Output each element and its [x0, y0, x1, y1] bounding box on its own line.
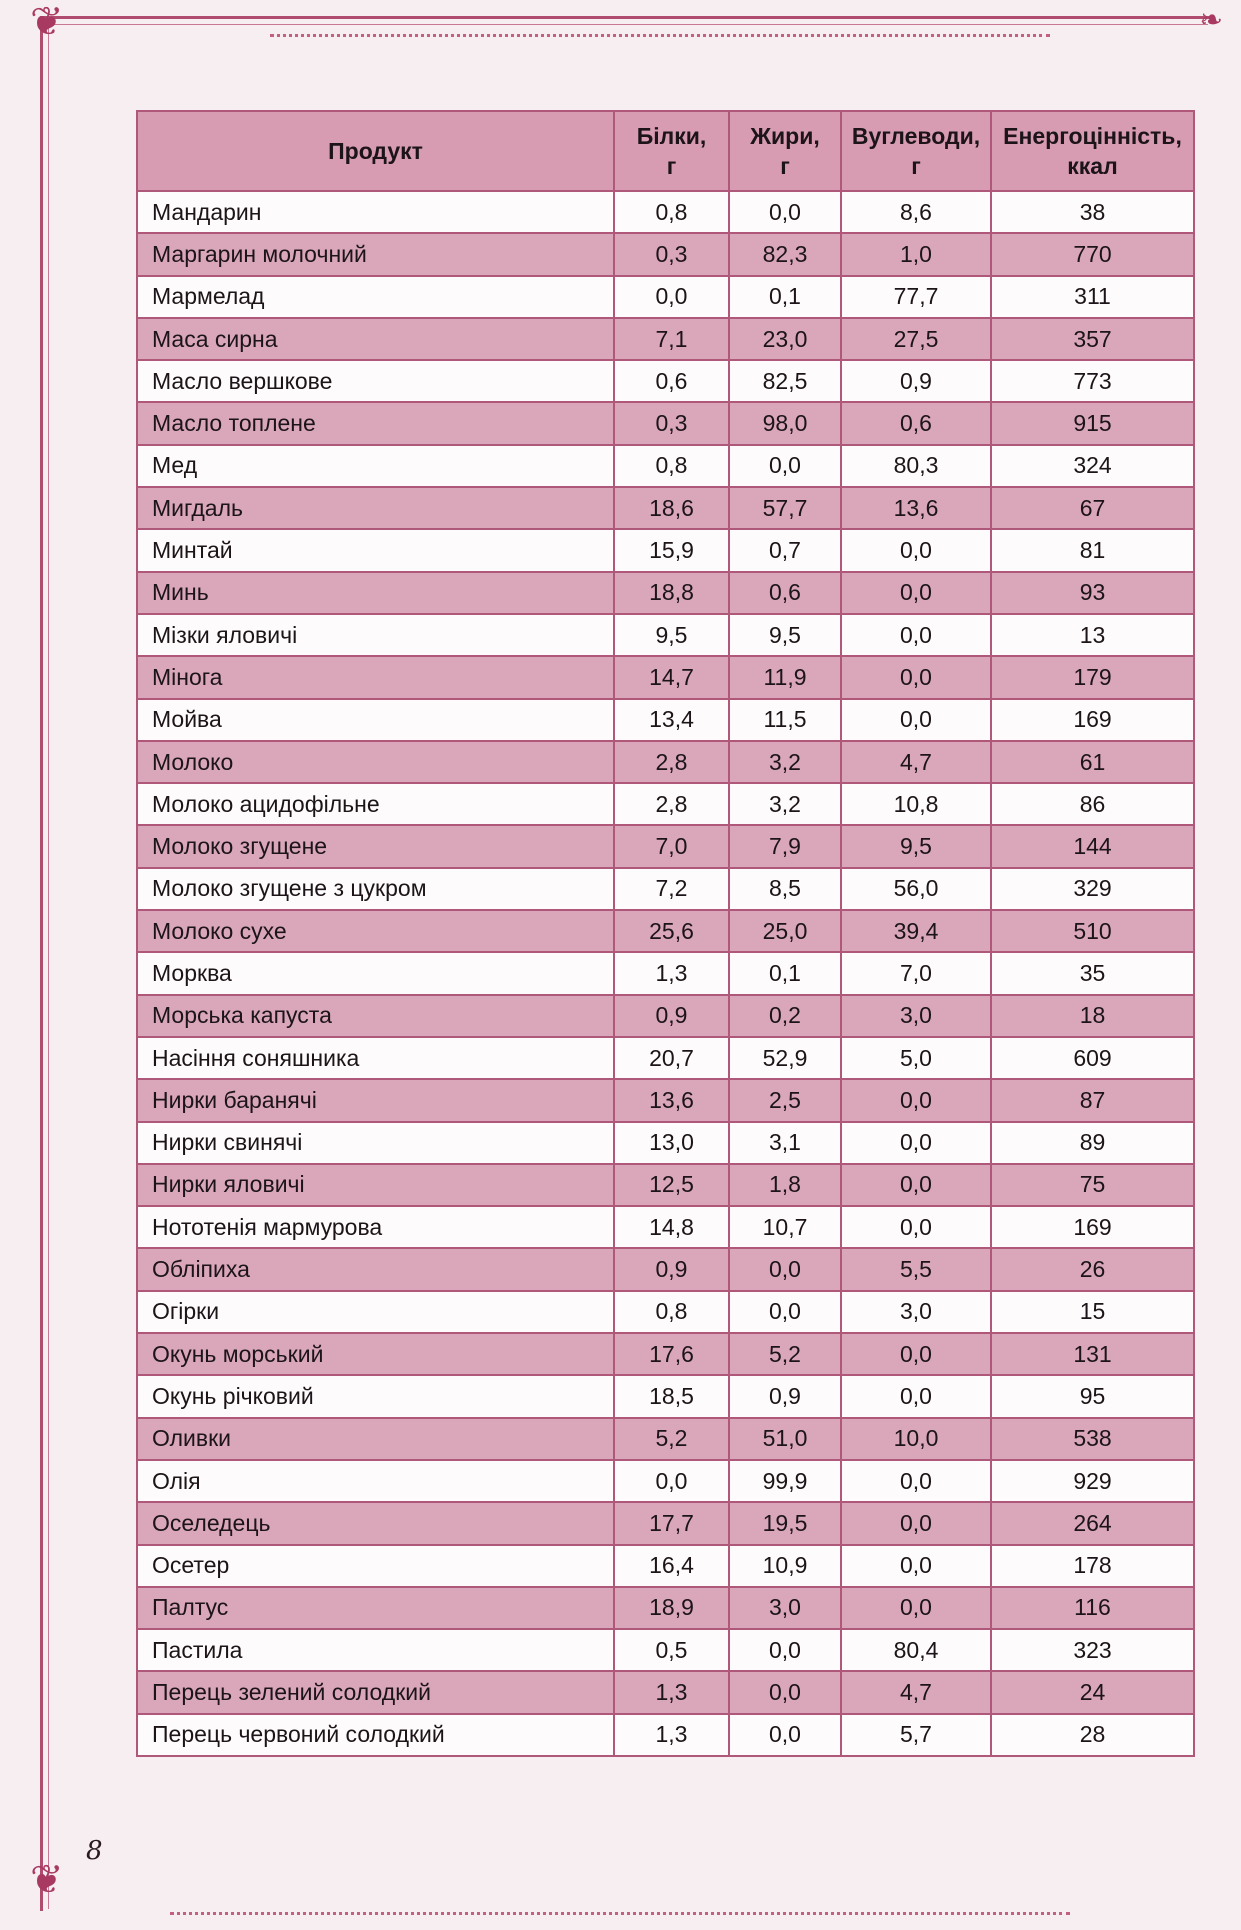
table-row — [137, 402, 1194, 444]
product-name: Олія — [137, 1460, 614, 1502]
protein-value: 13,6 — [614, 1079, 729, 1121]
energy-value: 15 — [991, 1291, 1194, 1333]
table-row — [137, 1502, 1194, 1544]
energy-value: 13 — [991, 614, 1194, 656]
header-product — [137, 111, 614, 191]
carbs-value: 9,5 — [841, 825, 991, 867]
fat-value: 99,9 — [729, 1460, 841, 1502]
protein-value: 17,7 — [614, 1502, 729, 1544]
fat-value: 10,7 — [729, 1206, 841, 1248]
product-name: Молоко — [137, 741, 614, 783]
energy-value: 311 — [991, 276, 1194, 318]
header-label: Продукт — [328, 138, 423, 164]
product-name: Маргарин молочний — [137, 233, 614, 275]
carbs-value: 5,7 — [841, 1714, 991, 1756]
table-row — [137, 445, 1194, 487]
protein-value: 25,6 — [614, 910, 729, 952]
energy-value: 324 — [991, 445, 1194, 487]
protein-value: 0,5 — [614, 1629, 729, 1671]
protein-value: 0,8 — [614, 1291, 729, 1333]
corner-ornament-icon: ❦ — [30, 0, 64, 44]
protein-value: 0,9 — [614, 1248, 729, 1290]
energy-value: 35 — [991, 952, 1194, 994]
protein-value: 1,3 — [614, 1671, 729, 1713]
fat-value: 1,8 — [729, 1164, 841, 1206]
table-row — [137, 1375, 1194, 1417]
fat-value: 3,1 — [729, 1122, 841, 1164]
energy-value: 144 — [991, 825, 1194, 867]
carbs-value: 0,0 — [841, 1587, 991, 1629]
product-name: Нирки яловичі — [137, 1164, 614, 1206]
product-name: Мізки яловичі — [137, 614, 614, 656]
product-name: Мармелад — [137, 276, 614, 318]
energy-value: 28 — [991, 1714, 1194, 1756]
protein-value: 0,3 — [614, 233, 729, 275]
carbs-value: 77,7 — [841, 276, 991, 318]
table-row — [137, 910, 1194, 952]
energy-value: 24 — [991, 1671, 1194, 1713]
energy-value: 116 — [991, 1587, 1194, 1629]
fat-value: 98,0 — [729, 402, 841, 444]
table-row — [137, 1122, 1194, 1164]
energy-value: 26 — [991, 1248, 1194, 1290]
table-row — [137, 487, 1194, 529]
protein-value: 14,8 — [614, 1206, 729, 1248]
header-protein — [614, 111, 729, 191]
bottom-dotted-rule — [170, 1912, 1070, 1915]
energy-value: 178 — [991, 1545, 1194, 1587]
energy-value: 95 — [991, 1375, 1194, 1417]
table-row — [137, 1037, 1194, 1079]
protein-value: 0,0 — [614, 1460, 729, 1502]
protein-value: 1,3 — [614, 1714, 729, 1756]
energy-value: 179 — [991, 656, 1194, 698]
carbs-value: 5,5 — [841, 1248, 991, 1290]
product-name: Морська капуста — [137, 995, 614, 1037]
protein-value: 13,0 — [614, 1122, 729, 1164]
product-name: Обліпиха — [137, 1248, 614, 1290]
product-name: Мінога — [137, 656, 614, 698]
table-row — [137, 318, 1194, 360]
table-row — [137, 825, 1194, 867]
header-unit: г — [666, 153, 677, 179]
protein-value: 0,6 — [614, 360, 729, 402]
fat-value: 0,0 — [729, 191, 841, 233]
carbs-value: 0,6 — [841, 402, 991, 444]
fat-value: 0,0 — [729, 1248, 841, 1290]
energy-value: 915 — [991, 402, 1194, 444]
energy-value: 323 — [991, 1629, 1194, 1671]
fat-value: 82,5 — [729, 360, 841, 402]
product-name: Оливки — [137, 1418, 614, 1460]
fat-value: 11,5 — [729, 699, 841, 741]
header-unit: ккал — [1067, 153, 1118, 179]
carbs-value: 0,0 — [841, 529, 991, 571]
table-row — [137, 1671, 1194, 1713]
protein-value: 18,5 — [614, 1375, 729, 1417]
energy-value: 264 — [991, 1502, 1194, 1544]
table-row — [137, 783, 1194, 825]
carbs-value: 0,0 — [841, 614, 991, 656]
carbs-value: 0,0 — [841, 1502, 991, 1544]
protein-value: 2,8 — [614, 783, 729, 825]
table-row — [137, 276, 1194, 318]
table-row — [137, 1333, 1194, 1375]
header-unit: г — [911, 153, 921, 179]
fat-value: 5,2 — [729, 1333, 841, 1375]
carbs-value: 0,0 — [841, 1122, 991, 1164]
carbs-value: 3,0 — [841, 1291, 991, 1333]
product-name: Маса сирна — [137, 318, 614, 360]
carbs-value: 0,0 — [841, 1375, 991, 1417]
product-name: Морква — [137, 952, 614, 994]
table-row — [137, 1460, 1194, 1502]
energy-value: 18 — [991, 995, 1194, 1037]
table-row — [137, 1164, 1194, 1206]
carbs-value: 10,8 — [841, 783, 991, 825]
protein-value: 9,5 — [614, 614, 729, 656]
carbs-value: 0,0 — [841, 1333, 991, 1375]
product-name: Мандарин — [137, 191, 614, 233]
fat-value: 3,0 — [729, 1587, 841, 1629]
fat-value: 0,7 — [729, 529, 841, 571]
table-body — [137, 191, 1194, 1756]
energy-value: 773 — [991, 360, 1194, 402]
fat-value: 8,5 — [729, 868, 841, 910]
product-name: Огірки — [137, 1291, 614, 1333]
energy-value: 169 — [991, 1206, 1194, 1248]
header-fat — [729, 111, 841, 191]
table-row — [137, 1206, 1194, 1248]
protein-value: 5,2 — [614, 1418, 729, 1460]
energy-value: 87 — [991, 1079, 1194, 1121]
product-name: Молоко згущене — [137, 825, 614, 867]
product-name: Пастила — [137, 1629, 614, 1671]
fat-value: 57,7 — [729, 487, 841, 529]
product-name: Оселедець — [137, 1502, 614, 1544]
fat-value: 0,0 — [729, 1671, 841, 1713]
fat-value: 0,1 — [729, 276, 841, 318]
carbs-value: 0,0 — [841, 1545, 991, 1587]
protein-value: 0,8 — [614, 445, 729, 487]
carbs-value: 39,4 — [841, 910, 991, 952]
product-name: Мойва — [137, 699, 614, 741]
product-name: Масло вершкове — [137, 360, 614, 402]
table-row — [137, 1248, 1194, 1290]
protein-value: 7,0 — [614, 825, 729, 867]
energy-value: 169 — [991, 699, 1194, 741]
fat-value: 82,3 — [729, 233, 841, 275]
header-label: Білки, — [636, 123, 707, 149]
energy-value: 81 — [991, 529, 1194, 571]
energy-value: 538 — [991, 1418, 1194, 1460]
carbs-value: 8,6 — [841, 191, 991, 233]
product-name: Палтус — [137, 1587, 614, 1629]
energy-value: 93 — [991, 572, 1194, 614]
carbs-value: 5,0 — [841, 1037, 991, 1079]
product-name: Минтай — [137, 529, 614, 571]
protein-value: 2,8 — [614, 741, 729, 783]
page-number: 8 — [86, 1836, 103, 1866]
protein-value: 16,4 — [614, 1545, 729, 1587]
carbs-value: 0,0 — [841, 572, 991, 614]
product-name: Мигдаль — [137, 487, 614, 529]
fat-value: 10,9 — [729, 1545, 841, 1587]
product-name: Молоко згущене з цукром — [137, 868, 614, 910]
table-row — [137, 233, 1194, 275]
carbs-value: 0,0 — [841, 699, 991, 741]
fat-value: 25,0 — [729, 910, 841, 952]
table-row — [137, 741, 1194, 783]
table-row — [137, 868, 1194, 910]
carbs-value: 0,9 — [841, 360, 991, 402]
fat-value: 0,0 — [729, 1714, 841, 1756]
energy-value: 609 — [991, 1037, 1194, 1079]
header-unit: г — [780, 153, 790, 179]
fat-value: 0,0 — [729, 1291, 841, 1333]
fat-value: 19,5 — [729, 1502, 841, 1544]
carbs-value: 10,0 — [841, 1418, 991, 1460]
header-energy — [991, 111, 1194, 191]
fat-value: 0,2 — [729, 995, 841, 1037]
table-row — [137, 1545, 1194, 1587]
fat-value: 0,0 — [729, 1629, 841, 1671]
corner-ornament-icon: ❧ — [1199, 4, 1223, 35]
table-row — [137, 1587, 1194, 1629]
energy-value: 38 — [991, 191, 1194, 233]
protein-value: 15,9 — [614, 529, 729, 571]
protein-value: 0,9 — [614, 995, 729, 1037]
fat-value: 9,5 — [729, 614, 841, 656]
fat-value: 7,9 — [729, 825, 841, 867]
energy-value: 770 — [991, 233, 1194, 275]
table-row — [137, 614, 1194, 656]
fat-value: 0,6 — [729, 572, 841, 614]
protein-value: 0,0 — [614, 276, 729, 318]
protein-value: 1,3 — [614, 952, 729, 994]
table-row — [137, 1079, 1194, 1121]
fat-value: 0,9 — [729, 1375, 841, 1417]
protein-value: 7,1 — [614, 318, 729, 360]
fat-value: 0,0 — [729, 445, 841, 487]
product-name: Насіння соняшника — [137, 1037, 614, 1079]
fat-value: 3,2 — [729, 783, 841, 825]
product-name: Минь — [137, 572, 614, 614]
carbs-value: 80,4 — [841, 1629, 991, 1671]
table-row — [137, 1291, 1194, 1333]
header-label: Жири, — [750, 123, 820, 149]
carbs-value: 0,0 — [841, 1079, 991, 1121]
product-name: Нирки свинячі — [137, 1122, 614, 1164]
protein-value: 18,9 — [614, 1587, 729, 1629]
top-dotted-rule — [270, 34, 1050, 37]
carbs-value: 80,3 — [841, 445, 991, 487]
table-row — [137, 360, 1194, 402]
fat-value: 52,9 — [729, 1037, 841, 1079]
energy-value: 86 — [991, 783, 1194, 825]
product-name: Окунь річковий — [137, 1375, 614, 1417]
table-row — [137, 529, 1194, 571]
table-row — [137, 995, 1194, 1037]
energy-value: 510 — [991, 910, 1194, 952]
energy-value: 75 — [991, 1164, 1194, 1206]
carbs-value: 0,0 — [841, 1164, 991, 1206]
table-row — [137, 1629, 1194, 1671]
carbs-value: 0,0 — [841, 656, 991, 698]
fat-value: 0,1 — [729, 952, 841, 994]
energy-value: 131 — [991, 1333, 1194, 1375]
header-label: Енергоцінність, — [1003, 123, 1182, 149]
carbs-value: 0,0 — [841, 1460, 991, 1502]
product-name: Мед — [137, 445, 614, 487]
carbs-value: 0,0 — [841, 1206, 991, 1248]
table-header-row — [137, 111, 1194, 191]
product-name: Перець зелений солодкий — [137, 1671, 614, 1713]
table-row — [137, 191, 1194, 233]
energy-value: 67 — [991, 487, 1194, 529]
table-row — [137, 1418, 1194, 1460]
table-row — [137, 1714, 1194, 1756]
nutrition-table-container — [136, 110, 1193, 1757]
protein-value: 13,4 — [614, 699, 729, 741]
header-label: Вуглеводи, — [851, 123, 981, 149]
corner-ornament-icon: ❦ — [30, 1858, 64, 1902]
product-name: Нирки баранячі — [137, 1079, 614, 1121]
protein-value: 7,2 — [614, 868, 729, 910]
carbs-value: 13,6 — [841, 487, 991, 529]
energy-value: 89 — [991, 1122, 1194, 1164]
product-name: Окунь морський — [137, 1333, 614, 1375]
carbs-value: 1,0 — [841, 233, 991, 275]
fat-value: 51,0 — [729, 1418, 841, 1460]
protein-value: 0,8 — [614, 191, 729, 233]
table-row — [137, 572, 1194, 614]
protein-value: 14,7 — [614, 656, 729, 698]
product-name: Перець червоний солодкий — [137, 1714, 614, 1756]
product-name: Масло топлене — [137, 402, 614, 444]
fat-value: 3,2 — [729, 741, 841, 783]
protein-value: 0,3 — [614, 402, 729, 444]
table-row — [137, 952, 1194, 994]
carbs-value: 56,0 — [841, 868, 991, 910]
product-name: Молоко сухе — [137, 910, 614, 952]
product-name: Молоко ацидофільне — [137, 783, 614, 825]
fat-value: 23,0 — [729, 318, 841, 360]
carbs-value: 4,7 — [841, 741, 991, 783]
carbs-value: 4,7 — [841, 1671, 991, 1713]
table-row — [137, 656, 1194, 698]
energy-value: 61 — [991, 741, 1194, 783]
energy-value: 357 — [991, 318, 1194, 360]
product-name: Осетер — [137, 1545, 614, 1587]
carbs-value: 27,5 — [841, 318, 991, 360]
energy-value: 329 — [991, 868, 1194, 910]
protein-value: 12,5 — [614, 1164, 729, 1206]
fat-value: 11,9 — [729, 656, 841, 698]
header-carbs — [841, 111, 991, 191]
protein-value: 17,6 — [614, 1333, 729, 1375]
protein-value: 20,7 — [614, 1037, 729, 1079]
table-row — [137, 699, 1194, 741]
carbs-value: 3,0 — [841, 995, 991, 1037]
product-name: Нототенія мармурова — [137, 1206, 614, 1248]
protein-value: 18,8 — [614, 572, 729, 614]
fat-value: 2,5 — [729, 1079, 841, 1121]
nutrition-table — [136, 110, 1195, 1757]
protein-value: 18,6 — [614, 487, 729, 529]
energy-value: 929 — [991, 1460, 1194, 1502]
carbs-value: 7,0 — [841, 952, 991, 994]
